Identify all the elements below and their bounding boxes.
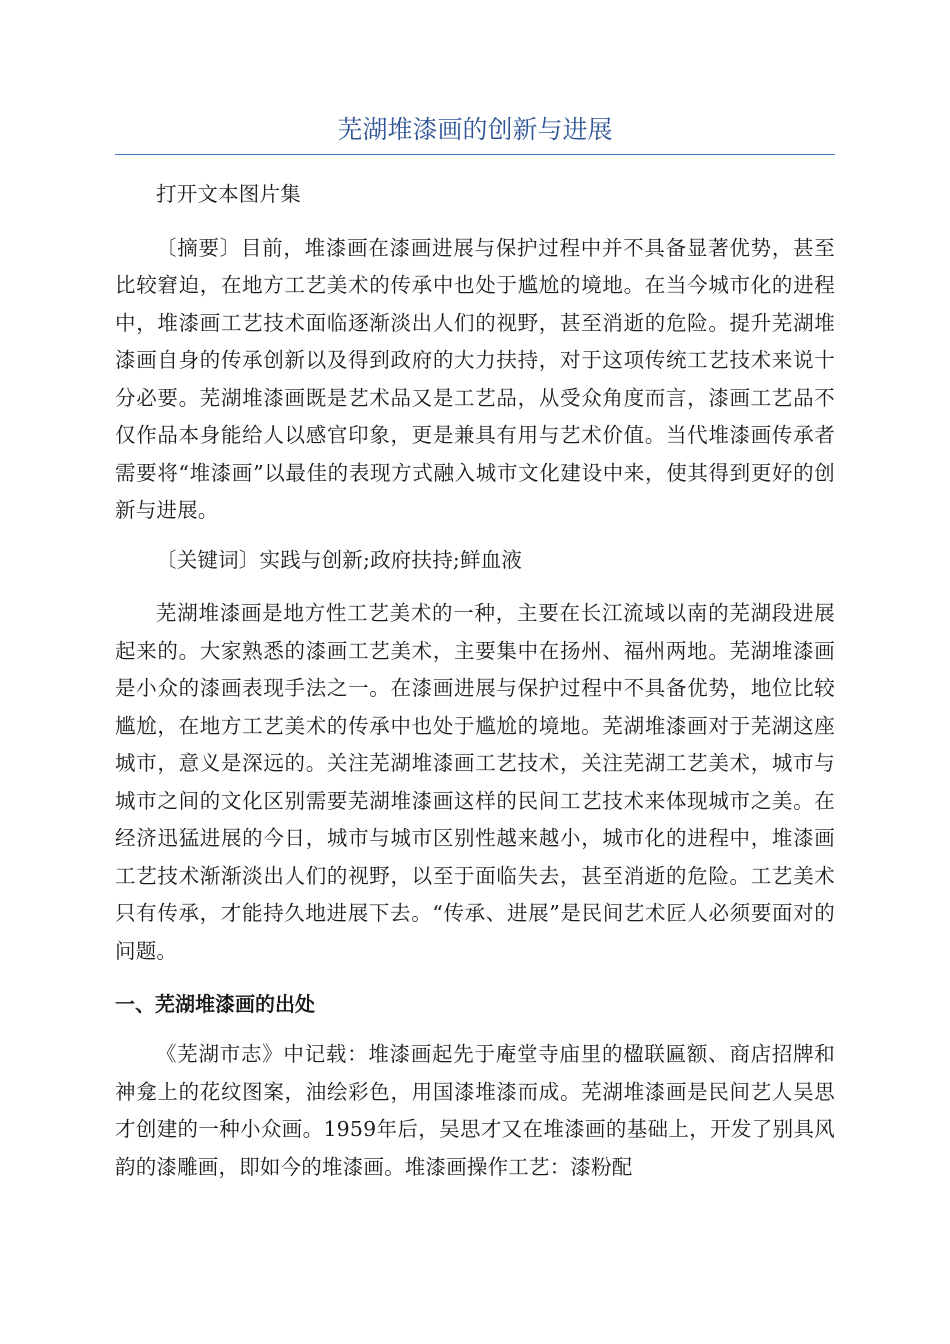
gallery-link[interactable]: 打开文本图片集 — [156, 182, 301, 206]
document-title: 芜湖堆漆画的创新与进展 — [337, 115, 613, 144]
abstract-paragraph: 〔摘要〕目前，堆漆画在漆画进展与保护过程中并不具备显著优势，甚至比较窘迫，在地方工艺美术的传承中也处于尴尬的境地。在当今城市化的进程中，堆漆画工艺技术面临逐渐淡出人们的视野，甚至消逝的危险。提升芜湖堆漆画自身的传承创新以及得到政府的大力扶持，对于这项传统工艺技术来说十分必要。芜湖堆漆画既是艺术品又是工艺品，从受众角度而言，漆画工艺品不仅作品本身能给人以感官印象，更是兼具有用与艺术价值。当代堆漆画传承者需要将“堆漆画”以最佳的表现方式融入城市文化建设中来，使其得到更好的创新与进展。 — [115, 235, 835, 522]
keywords-paragraph: 〔关键词〕实践与创新;政府扶持;鲜血液 — [156, 547, 523, 572]
title-underline — [115, 154, 835, 155]
document-body — [115, 176, 835, 1186]
section-heading: 一、芜湖堆漆画的出处 — [115, 992, 315, 1016]
section-paragraph: 《芜湖市志》中记载：堆漆画起先于庵堂寺庙里的楹联匾额、商店招牌和神龛上的花纹图案，油绘彩色，用国漆堆漆而成。芜湖堆漆画是民间艺人吴思才创建的一种小众画。1959年后，吴思才又在堆漆画的基础上，开发了别具风韵的漆雕画，即如今的堆漆画。堆漆画操作工艺：漆粉配 — [115, 1042, 835, 1179]
intro-paragraph: 芜湖堆漆画是地方性工艺美术的一种，主要在长江流域以南的芜湖段进展起来的。大家熟悉的漆画工艺美术，主要集中在扬州、福州两地。芜湖堆漆画是小众的漆画表现手法之一。在漆画进展与保护过程中不具备优势，地位比较尴尬，在地方工艺美术的传承中也处于尴尬的境地。芜湖堆漆画对于芜湖这座城市，意义是深远的。关注芜湖堆漆画工艺技术，关注芜湖工艺美术，城市与城市之间的文化区别需要芜湖堆漆画这样的民间工艺技术来体现城市之美。在经济迅猛进展的今日，城市与城市区别性越来越小，城市化的进程中，堆漆画工艺技术渐渐淡出人们的视野，以至于面临失去，甚至消逝的危险。工艺美术只有传承，才能持久地进展下去。“传承、进展”是民间艺术匠人必须要面对的问题。 — [115, 601, 835, 963]
